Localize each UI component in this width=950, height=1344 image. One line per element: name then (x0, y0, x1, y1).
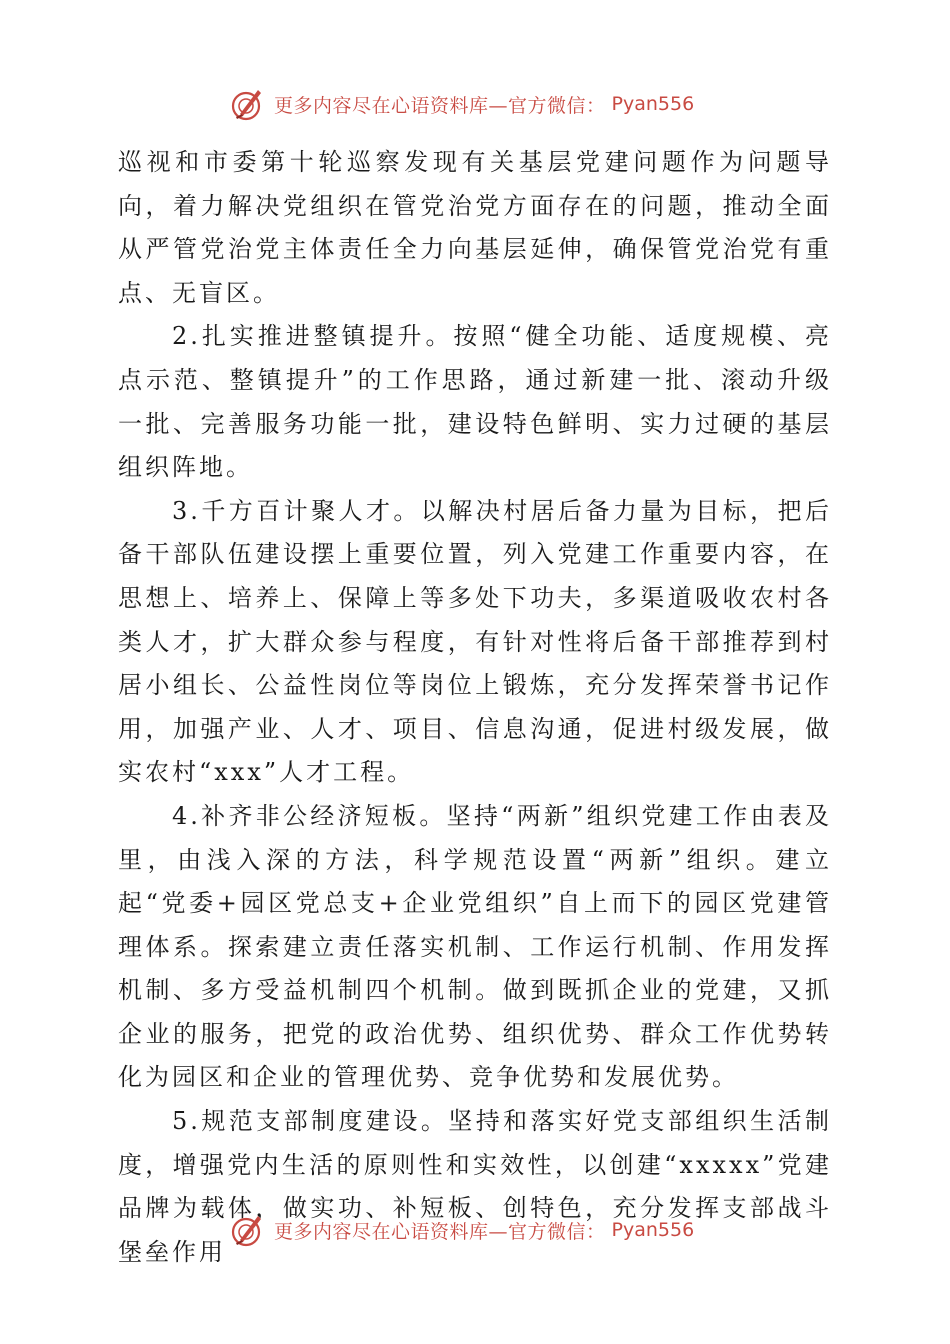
header-watermark (228, 84, 694, 124)
paragraph-item-3: 3.千方百计聚人才。以解决村居后备力量为目标，把后备干部队伍建设摆上重要位置，列入党建工作重要内容，在思想上、培养上、保障上等多处下功夫，多渠道吸收农村各类人才，扩大群众参与程度，有针对性将后备干部推荐到村居小组长、公益性岗位等岗位上锻炼，充分发挥荣誉书记作用，加强产业、人才、项目、信息沟通，促进村级发展，做实农村“xxx”人才工程。 (118, 496, 832, 787)
watermark-wechat-id: Pyan556 (611, 1219, 695, 1241)
document-body (118, 141, 832, 1274)
quill-logo-icon (228, 84, 268, 124)
paragraph-item-4: 4.补齐非公经济短板。坚持“两新”组织党建工作由表及里，由浅入深的方法，科学规范设置“两新”组织。建立起“党委+园区党总支+企业党组织”自上而下的园区党建管理体系。探索建立责任落实机制、工作运行机制、作用发挥机制、多方受益机制四个机制。做到既抓企业的党建，又抓企业的服务，把党的政治优势、组织优势、群众工作优势转化为园区和企业的管理优势、竞争优势和发展优势。 (118, 801, 832, 1092)
footer-watermark (228, 1210, 694, 1250)
watermark-wechat-id: Pyan556 (611, 93, 695, 115)
quill-logo-icon (228, 1210, 268, 1250)
watermark-text: 更多内容尽在心语资料库—官方微信： (274, 1220, 606, 1243)
paragraph-item-2: 2.扎实推进整镇提升。按照“健全功能、适度规模、亮点示范、整镇提升”的工作思路，通过新建一批、滚动升级一批、完善服务功能一批，建设特色鲜明、实力过硬的基层组织阵地。 (118, 322, 832, 482)
paragraph-item-5: 5.规范支部制度建设。坚持和落实好党支部组织生活制度，增强党内生活的原则性和实效性，以创建“xxxxx”党建品牌为载体，做实功、补短板、创特色，充分发挥支部战斗堡垒作用 (118, 1107, 832, 1266)
paragraph-continuation: 巡视和市委第十轮巡察发现有关基层党建问题作为问题导向，着力解决党组织在管党治党方面存在的问题，推动全面从严管党治党主体责任全力向基层延伸，确保管党治党有重点、无盲区。 (118, 148, 832, 307)
watermark-text: 更多内容尽在心语资料库—官方微信： (274, 94, 606, 117)
